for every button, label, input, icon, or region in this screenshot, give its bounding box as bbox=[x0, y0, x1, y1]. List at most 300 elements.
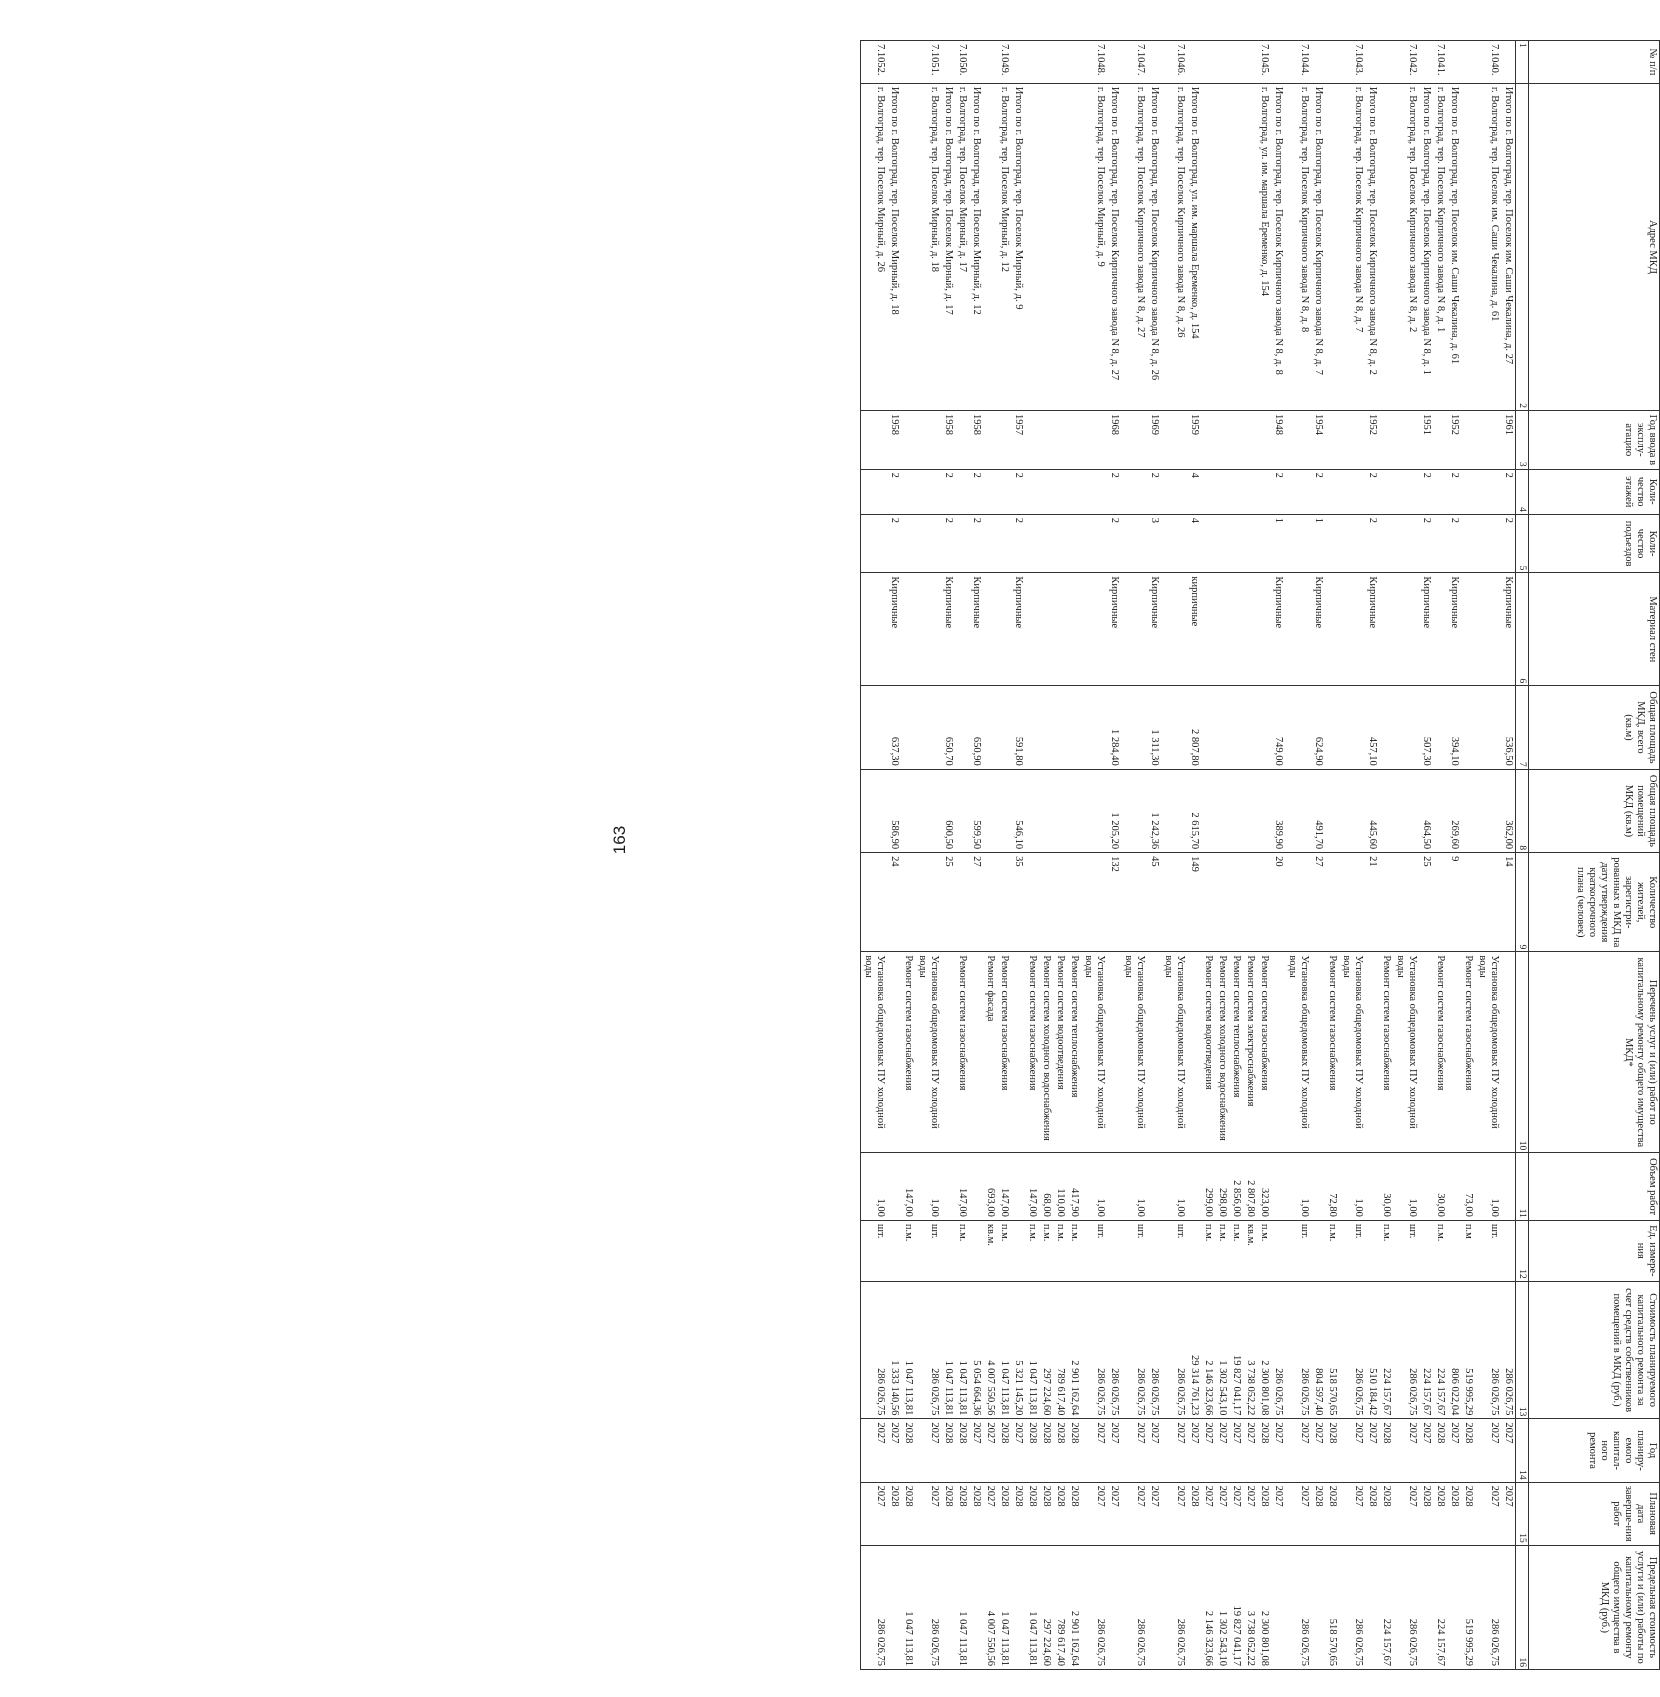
cell-col-12 bbox=[1365, 1220, 1379, 1281]
cell-col-14: 2028 bbox=[1053, 1419, 1067, 1482]
header-row bbox=[1529, 41, 1660, 1670]
cell-col-6: Кирпичные bbox=[1447, 573, 1461, 686]
cell-col-11: 298,00 bbox=[1215, 1153, 1229, 1221]
cell-col-2 bbox=[1215, 83, 1229, 410]
cell-col-3 bbox=[1257, 411, 1271, 470]
cell-col-15: 2027 bbox=[1229, 1482, 1243, 1545]
cell-col-7 bbox=[1025, 686, 1039, 769]
cell-col-11 bbox=[1311, 1153, 1325, 1221]
cell-col-10 bbox=[969, 952, 983, 1153]
cell-col-10 bbox=[1011, 952, 1025, 1153]
column-header-2: Адрес МКД bbox=[1529, 83, 1660, 410]
column-number-12: 12 bbox=[1516, 1220, 1529, 1281]
table-row bbox=[861, 41, 888, 1670]
cell-col-12 bbox=[1271, 1220, 1285, 1281]
cell-col-8 bbox=[1025, 769, 1039, 852]
cell-col-7: 1 284,40 bbox=[1107, 686, 1121, 769]
cell-col-8 bbox=[1475, 769, 1501, 852]
cell-col-10: Установка общедомовых ПУ холодной воды bbox=[1393, 952, 1419, 1153]
cell-col-7: 457,10 bbox=[1365, 686, 1379, 769]
cell-col-9: 132 bbox=[1107, 853, 1121, 952]
cell-col-6 bbox=[1161, 573, 1187, 686]
cell-col-5 bbox=[1243, 514, 1257, 573]
cell-col-6: Кирпичные bbox=[969, 573, 983, 686]
cell-col-11: 1,00 bbox=[1161, 1153, 1187, 1221]
cell-col-11 bbox=[1187, 1153, 1201, 1221]
cell-col-15: 2027 bbox=[1339, 1482, 1365, 1545]
cell-col-8 bbox=[1121, 769, 1147, 852]
cell-col-2 bbox=[1379, 83, 1393, 410]
table-row bbox=[1285, 41, 1311, 1670]
cell-col-15: 2028 bbox=[1379, 1482, 1393, 1545]
cell-col-13: 806 022,04 bbox=[1447, 1281, 1461, 1419]
cell-col-8 bbox=[1161, 769, 1187, 852]
cell-col-11: 1,00 bbox=[1393, 1153, 1419, 1221]
cell-col-11: 30,00 bbox=[1433, 1153, 1447, 1221]
cell-col-5 bbox=[1081, 514, 1107, 573]
cell-col-1 bbox=[1379, 41, 1393, 84]
table-row bbox=[1433, 41, 1447, 1670]
cell-col-10 bbox=[1501, 952, 1516, 1153]
cell-col-16: 789 617,40 bbox=[1053, 1545, 1067, 1669]
cell-col-14: 2028 bbox=[997, 1419, 1011, 1482]
cell-col-12 bbox=[1311, 1220, 1325, 1281]
cell-col-9 bbox=[1067, 853, 1081, 952]
cell-col-5 bbox=[1393, 514, 1419, 573]
cell-col-11 bbox=[1447, 1153, 1461, 1221]
cell-col-13: 286 026,75 bbox=[1501, 1281, 1516, 1419]
cell-col-15: 2027 bbox=[1215, 1482, 1229, 1545]
cell-col-3: 1959 bbox=[1187, 411, 1201, 470]
cell-col-4 bbox=[1243, 469, 1257, 514]
cell-col-2: г. Волгоград, тер. Поселок Мирный, д. 17 bbox=[955, 83, 969, 410]
table-row bbox=[997, 41, 1011, 1670]
cell-col-10: Установка общедомовых ПУ холодной воды bbox=[915, 952, 941, 1153]
cell-col-3 bbox=[1201, 411, 1215, 470]
cell-col-12: п.м. bbox=[1229, 1220, 1243, 1281]
cell-col-5 bbox=[955, 514, 969, 573]
cell-col-12 bbox=[1419, 1220, 1433, 1281]
cell-col-11: 299,00 bbox=[1201, 1153, 1215, 1221]
cell-col-16 bbox=[1365, 1545, 1379, 1669]
cell-col-12: п.м. bbox=[1053, 1220, 1067, 1281]
cell-col-12: шт. bbox=[1475, 1220, 1501, 1281]
cell-col-9 bbox=[955, 853, 969, 952]
cell-col-5 bbox=[1161, 514, 1187, 573]
cell-col-7: 637,30 bbox=[887, 686, 901, 769]
cell-col-1 bbox=[1311, 41, 1325, 84]
cell-col-7 bbox=[1461, 686, 1475, 769]
cell-col-8 bbox=[1229, 769, 1243, 852]
cell-col-15: 2028 bbox=[1257, 1482, 1271, 1545]
column-number-13: 13 bbox=[1516, 1281, 1529, 1419]
cell-col-2 bbox=[983, 83, 997, 410]
cell-col-13: 1 047 113,81 bbox=[955, 1281, 969, 1419]
cell-col-8 bbox=[1067, 769, 1081, 852]
cell-col-15: 2027 bbox=[1393, 1482, 1419, 1545]
cell-col-4 bbox=[1067, 469, 1081, 514]
cell-col-13: 286 026,75 bbox=[1475, 1281, 1501, 1419]
cell-col-1 bbox=[1039, 41, 1053, 84]
cell-col-5 bbox=[915, 514, 941, 573]
cell-col-12: п.м. bbox=[1379, 1220, 1393, 1281]
cell-col-6: Кирпичные bbox=[1107, 573, 1121, 686]
cell-col-9 bbox=[1379, 853, 1393, 952]
cell-col-2: г. Волгоград, тер. Поселок Мирный, д. 9 bbox=[1081, 83, 1107, 410]
cell-col-4: 2 bbox=[1365, 469, 1379, 514]
cell-col-1: 7.1049. bbox=[997, 41, 1011, 84]
cell-col-7 bbox=[1161, 686, 1187, 769]
cell-col-11: 147,00 bbox=[1025, 1153, 1039, 1221]
cell-col-8: 491,70 bbox=[1311, 769, 1325, 852]
cell-col-10: Установка общедомовых ПУ холодной воды bbox=[1161, 952, 1187, 1153]
cell-col-9 bbox=[915, 853, 941, 952]
cell-col-9 bbox=[861, 853, 888, 952]
cell-col-15: 2028 bbox=[901, 1482, 915, 1545]
cell-col-14: 2027 bbox=[1475, 1419, 1501, 1482]
table-row bbox=[1147, 41, 1161, 1670]
cell-col-12: п.м bbox=[1461, 1220, 1475, 1281]
cell-col-8 bbox=[915, 769, 941, 852]
cell-col-6 bbox=[955, 573, 969, 686]
cell-col-9 bbox=[1461, 853, 1475, 952]
cell-col-3: 1958 bbox=[941, 411, 955, 470]
cell-col-6 bbox=[1461, 573, 1475, 686]
cell-col-1: 7.1045. bbox=[1257, 41, 1271, 84]
column-number-2: 2 bbox=[1516, 83, 1529, 410]
cell-col-8: 269,60 bbox=[1447, 769, 1461, 852]
cell-col-11: 2 807,80 bbox=[1243, 1153, 1257, 1221]
column-number-6: 6 bbox=[1516, 573, 1529, 686]
cell-col-9 bbox=[1257, 853, 1271, 952]
cell-col-16 bbox=[1311, 1545, 1325, 1669]
cell-col-14: 2027 bbox=[1229, 1419, 1243, 1482]
cell-col-4: 2 bbox=[1501, 469, 1516, 514]
cell-col-1 bbox=[1215, 41, 1229, 84]
cell-col-10 bbox=[1419, 952, 1433, 1153]
table-row bbox=[941, 41, 955, 1670]
cell-col-15: 2027 bbox=[1161, 1482, 1187, 1545]
cell-col-11: 68,00 bbox=[1039, 1153, 1053, 1221]
column-header-7: Общая площадь МКД, всего (кв.м) bbox=[1529, 686, 1660, 769]
cell-col-5 bbox=[901, 514, 915, 573]
cell-col-12 bbox=[1501, 1220, 1516, 1281]
cell-col-13: 286 026,75 bbox=[1285, 1281, 1311, 1419]
cell-col-5 bbox=[1201, 514, 1215, 573]
column-header-4: Коли-чество этажей bbox=[1529, 469, 1660, 514]
cell-col-10: Ремонт систем газоснабжения bbox=[1325, 952, 1339, 1153]
cell-col-10: Ремонт систем газоснабжения bbox=[955, 952, 969, 1153]
table-row bbox=[1311, 41, 1325, 1670]
cell-col-10: Ремонт систем водоотведения bbox=[1053, 952, 1067, 1153]
cell-col-15: 2028 bbox=[1461, 1482, 1475, 1545]
cell-col-12: п.м. bbox=[1215, 1220, 1229, 1281]
cell-col-13: 1 047 113,81 bbox=[941, 1281, 955, 1419]
cell-col-13: 3 738 052,22 bbox=[1243, 1281, 1257, 1419]
cell-col-10: Ремонт систем газоснабжения bbox=[1461, 952, 1475, 1153]
cell-col-10: Ремонт систем водоотведения bbox=[1201, 952, 1215, 1153]
cell-col-15: 2027 bbox=[1501, 1482, 1516, 1545]
cell-col-16: 286 026,75 bbox=[1475, 1545, 1501, 1669]
cell-col-16: 286 026,75 bbox=[1121, 1545, 1147, 1669]
cell-col-13: 29 314 761,23 bbox=[1187, 1281, 1201, 1419]
cell-col-13: 1 333 140,56 bbox=[887, 1281, 901, 1419]
cell-col-7 bbox=[915, 686, 941, 769]
cell-col-6 bbox=[1243, 573, 1257, 686]
cell-col-9: 25 bbox=[1419, 853, 1433, 952]
cell-col-9 bbox=[997, 853, 1011, 952]
cell-col-6: Кирпичные bbox=[1311, 573, 1325, 686]
cell-col-11: 1,00 bbox=[915, 1153, 941, 1221]
cell-col-6: Кирпичные bbox=[1011, 573, 1025, 686]
cell-col-15: 2027 bbox=[1285, 1482, 1311, 1545]
cell-col-3 bbox=[1339, 411, 1365, 470]
table-row bbox=[1161, 41, 1187, 1670]
cell-col-2: г. Волгоград, тер. Поселок Кирпичного завода N 8, д. 7 bbox=[1339, 83, 1365, 410]
cell-col-14: 2028 bbox=[1433, 1419, 1447, 1482]
cell-col-2 bbox=[1461, 83, 1475, 410]
column-number-3: 3 bbox=[1516, 411, 1529, 470]
cell-col-3 bbox=[1067, 411, 1081, 470]
cell-col-4 bbox=[901, 469, 915, 514]
cell-col-11: 417,90 bbox=[1067, 1153, 1081, 1221]
cell-col-14: 2027 bbox=[1285, 1419, 1311, 1482]
cell-col-10: Ремонт систем теплоснабжения bbox=[1229, 952, 1243, 1153]
cell-col-6 bbox=[1379, 573, 1393, 686]
cell-col-15: 2027 bbox=[1121, 1482, 1147, 1545]
cell-col-11: 693,00 bbox=[983, 1153, 997, 1221]
cell-col-16: 224 157,67 bbox=[1379, 1545, 1393, 1669]
cell-col-4 bbox=[1433, 469, 1447, 514]
cell-col-2 bbox=[1229, 83, 1243, 410]
cell-col-8 bbox=[1039, 769, 1053, 852]
cell-col-10: Установка общедомовых ПУ холодной воды bbox=[1081, 952, 1107, 1153]
cell-col-7 bbox=[1257, 686, 1271, 769]
cell-col-1: 7.1048. bbox=[1081, 41, 1107, 84]
cell-col-2: Итого по г. Волгоград, тер. Поселок Кирпичного завода N 8, д. 7 bbox=[1311, 83, 1325, 410]
cell-col-6 bbox=[1325, 573, 1339, 686]
cell-col-7 bbox=[1243, 686, 1257, 769]
cell-col-1 bbox=[901, 41, 915, 84]
table-row bbox=[1229, 41, 1243, 1670]
cell-col-13: 224 157,67 bbox=[1379, 1281, 1393, 1419]
column-header-14: Год планиру-емого капитал-ного ремонта bbox=[1529, 1419, 1660, 1482]
cell-col-9 bbox=[1121, 853, 1147, 952]
cell-col-3 bbox=[915, 411, 941, 470]
cell-col-14: 2027 bbox=[1081, 1419, 1107, 1482]
cell-col-7 bbox=[1475, 686, 1501, 769]
cell-col-13: 224 157,67 bbox=[1419, 1281, 1433, 1419]
cell-col-7 bbox=[1053, 686, 1067, 769]
cell-col-3: 1961 bbox=[1501, 411, 1516, 470]
cell-col-9 bbox=[1433, 853, 1447, 952]
table-row bbox=[1011, 41, 1025, 1670]
cell-col-14: 2027 bbox=[1215, 1419, 1229, 1482]
cell-col-11 bbox=[969, 1153, 983, 1221]
cell-col-6: Кирпичные bbox=[1419, 573, 1433, 686]
cell-col-1 bbox=[1067, 41, 1081, 84]
column-header-16: Предельная стоимость услуги и (или) работы по капитальному ремонту общего имущества в МКД (руб.) bbox=[1529, 1545, 1660, 1669]
cell-col-13: 1 047 113,81 bbox=[901, 1281, 915, 1419]
cell-col-14: 2027 bbox=[1161, 1419, 1187, 1482]
table-row bbox=[1447, 41, 1461, 1670]
cell-col-9: 45 bbox=[1147, 853, 1161, 952]
cell-col-2: г. Волгоград, тер. Поселок Кирпичного завода N 8, д. 8 bbox=[1285, 83, 1311, 410]
cell-col-13: 510 184,42 bbox=[1365, 1281, 1379, 1419]
cell-col-7: 749,00 bbox=[1271, 686, 1285, 769]
column-header-11: Объем работ bbox=[1529, 1153, 1660, 1221]
column-header-9: Количество жителей, зарегистри-рованных в МКД на дату утверждения краткосрочного плана (человек) bbox=[1529, 853, 1660, 952]
table-row bbox=[1121, 41, 1147, 1670]
cell-col-2 bbox=[1243, 83, 1257, 410]
cell-col-15: 2028 bbox=[1025, 1482, 1039, 1545]
column-header-3: Год ввода в эксплу-атацию bbox=[1529, 411, 1660, 470]
cell-col-2: Итого по г. Волгоград, тер. Поселок Кирпичного завода N 8, д. 1 bbox=[1419, 83, 1433, 410]
cell-col-16: 286 026,75 bbox=[1161, 1545, 1187, 1669]
cell-col-6 bbox=[1081, 573, 1107, 686]
cell-col-4: 2 bbox=[941, 469, 955, 514]
table-row bbox=[1107, 41, 1121, 1670]
cell-col-8 bbox=[1433, 769, 1447, 852]
cell-col-9 bbox=[1339, 853, 1365, 952]
cell-col-11: 30,00 bbox=[1379, 1153, 1393, 1221]
cell-col-13: 2 300 801,08 bbox=[1257, 1281, 1271, 1419]
cell-col-16: 297 224,60 bbox=[1039, 1545, 1053, 1669]
cell-col-14: 2027 bbox=[861, 1419, 888, 1482]
cell-col-12: шт. bbox=[1393, 1220, 1419, 1281]
cell-col-12: п.м. bbox=[1039, 1220, 1053, 1281]
cell-col-16: 4 007 550,56 bbox=[983, 1545, 997, 1669]
cell-col-9 bbox=[1025, 853, 1039, 952]
cell-col-12: п.м. bbox=[1025, 1220, 1039, 1281]
cell-col-4: 4 bbox=[1187, 469, 1201, 514]
cell-col-9: 149 bbox=[1187, 853, 1201, 952]
cell-col-2: Итого по г. Волгоград, тер. Поселок Мирный, д. 18 bbox=[887, 83, 901, 410]
cell-col-6 bbox=[901, 573, 915, 686]
cell-col-5: 2 bbox=[1419, 514, 1433, 573]
cell-col-6 bbox=[997, 573, 1011, 686]
cell-col-8: 600,50 bbox=[941, 769, 955, 852]
cell-col-6: кирпичные bbox=[1187, 573, 1201, 686]
cell-col-8 bbox=[1215, 769, 1229, 852]
cell-col-16 bbox=[1419, 1545, 1433, 1669]
cell-col-10: Установка общедомовых ПУ холодной воды bbox=[1285, 952, 1311, 1153]
cell-col-10 bbox=[1147, 952, 1161, 1153]
cell-col-13: 2 901 162,64 bbox=[1067, 1281, 1081, 1419]
cell-col-9 bbox=[901, 853, 915, 952]
column-number-15: 15 bbox=[1516, 1482, 1529, 1545]
cell-col-16: 2 146 323,66 bbox=[1201, 1545, 1215, 1669]
table-row bbox=[1053, 41, 1067, 1670]
cell-col-16 bbox=[1187, 1545, 1201, 1669]
cell-col-16: 19 827 041,17 bbox=[1229, 1545, 1243, 1669]
cell-col-11: 1,00 bbox=[861, 1153, 888, 1221]
cell-col-4 bbox=[997, 469, 1011, 514]
cell-col-5: 1 bbox=[1271, 514, 1285, 573]
cell-col-7 bbox=[1081, 686, 1107, 769]
cell-col-15: 2027 bbox=[861, 1482, 888, 1545]
cell-col-7 bbox=[1121, 686, 1147, 769]
cell-col-16 bbox=[1501, 1545, 1516, 1669]
column-number-row bbox=[1516, 41, 1529, 1670]
table-row bbox=[1365, 41, 1379, 1670]
cell-col-6 bbox=[915, 573, 941, 686]
cell-col-5 bbox=[1475, 514, 1501, 573]
cell-col-8 bbox=[901, 769, 915, 852]
cell-col-3 bbox=[1229, 411, 1243, 470]
cell-col-14: 2027 bbox=[1339, 1419, 1365, 1482]
cell-col-14: 2027 bbox=[1011, 1419, 1025, 1482]
cell-col-8: 464,50 bbox=[1419, 769, 1433, 852]
cell-col-10 bbox=[1447, 952, 1461, 1153]
cell-col-9 bbox=[1039, 853, 1053, 952]
cell-col-10: Ремонт систем газоснабжения bbox=[1025, 952, 1039, 1153]
cell-col-2: Итого по г. Волгоград, тер. Поселок Мирный, д. 17 bbox=[941, 83, 955, 410]
table-row bbox=[915, 41, 941, 1670]
cell-col-4 bbox=[915, 469, 941, 514]
cell-col-1 bbox=[1271, 41, 1285, 84]
cell-col-14: 2028 bbox=[955, 1419, 969, 1482]
cell-col-10: Установка общедомовых ПУ холодной воды bbox=[861, 952, 888, 1153]
cell-col-14: 2028 bbox=[1067, 1419, 1081, 1482]
cell-col-3 bbox=[861, 411, 888, 470]
cell-col-3 bbox=[1053, 411, 1067, 470]
cell-col-10: Ремонт систем теплоснабжения bbox=[1067, 952, 1081, 1153]
cell-col-16: 2 300 801,08 bbox=[1257, 1545, 1271, 1669]
cell-col-10: Ремонт систем газоснабжения bbox=[901, 952, 915, 1153]
column-number-14: 14 bbox=[1516, 1419, 1529, 1482]
cell-col-4 bbox=[1285, 469, 1311, 514]
cell-col-10 bbox=[887, 952, 901, 1153]
cell-col-13: 286 026,75 bbox=[1107, 1281, 1121, 1419]
cell-col-14: 2027 bbox=[1365, 1419, 1379, 1482]
cell-col-6 bbox=[1201, 573, 1215, 686]
cell-col-14: 2027 bbox=[1311, 1419, 1325, 1482]
cell-col-5: 1 bbox=[1311, 514, 1325, 573]
cell-col-13: 286 026,75 bbox=[915, 1281, 941, 1419]
table-row bbox=[1393, 41, 1419, 1670]
cell-col-16: 286 026,75 bbox=[861, 1545, 888, 1669]
cell-col-15: 2028 bbox=[1053, 1482, 1067, 1545]
cell-col-15: 2027 bbox=[915, 1482, 941, 1545]
cell-col-16: 286 026,75 bbox=[1339, 1545, 1365, 1669]
cell-col-1 bbox=[969, 41, 983, 84]
cell-col-16: 1 047 113,81 bbox=[901, 1545, 915, 1669]
cell-col-13: 286 026,75 bbox=[1147, 1281, 1161, 1419]
table-row bbox=[1339, 41, 1365, 1670]
cell-col-4: 2 bbox=[887, 469, 901, 514]
cell-col-1 bbox=[1187, 41, 1201, 84]
cell-col-12: шт. bbox=[1161, 1220, 1187, 1281]
cell-col-12: п.м. bbox=[1201, 1220, 1215, 1281]
cell-col-3 bbox=[901, 411, 915, 470]
table-row bbox=[901, 41, 915, 1670]
column-number-8: 8 bbox=[1516, 769, 1529, 852]
cell-col-1 bbox=[1501, 41, 1516, 84]
cell-col-7 bbox=[901, 686, 915, 769]
cell-col-1 bbox=[887, 41, 901, 84]
cell-col-8 bbox=[1243, 769, 1257, 852]
cell-col-7 bbox=[1039, 686, 1053, 769]
cell-col-4: 2 bbox=[1311, 469, 1325, 514]
cell-col-12: п.м. bbox=[1257, 1220, 1271, 1281]
page-number: 163 bbox=[610, 825, 629, 855]
cell-col-15: 2027 bbox=[1107, 1482, 1121, 1545]
cell-col-9 bbox=[1475, 853, 1501, 952]
cell-col-1 bbox=[1011, 41, 1025, 84]
cell-col-9: 9 bbox=[1447, 853, 1461, 952]
cell-col-12: п.м. bbox=[1325, 1220, 1339, 1281]
